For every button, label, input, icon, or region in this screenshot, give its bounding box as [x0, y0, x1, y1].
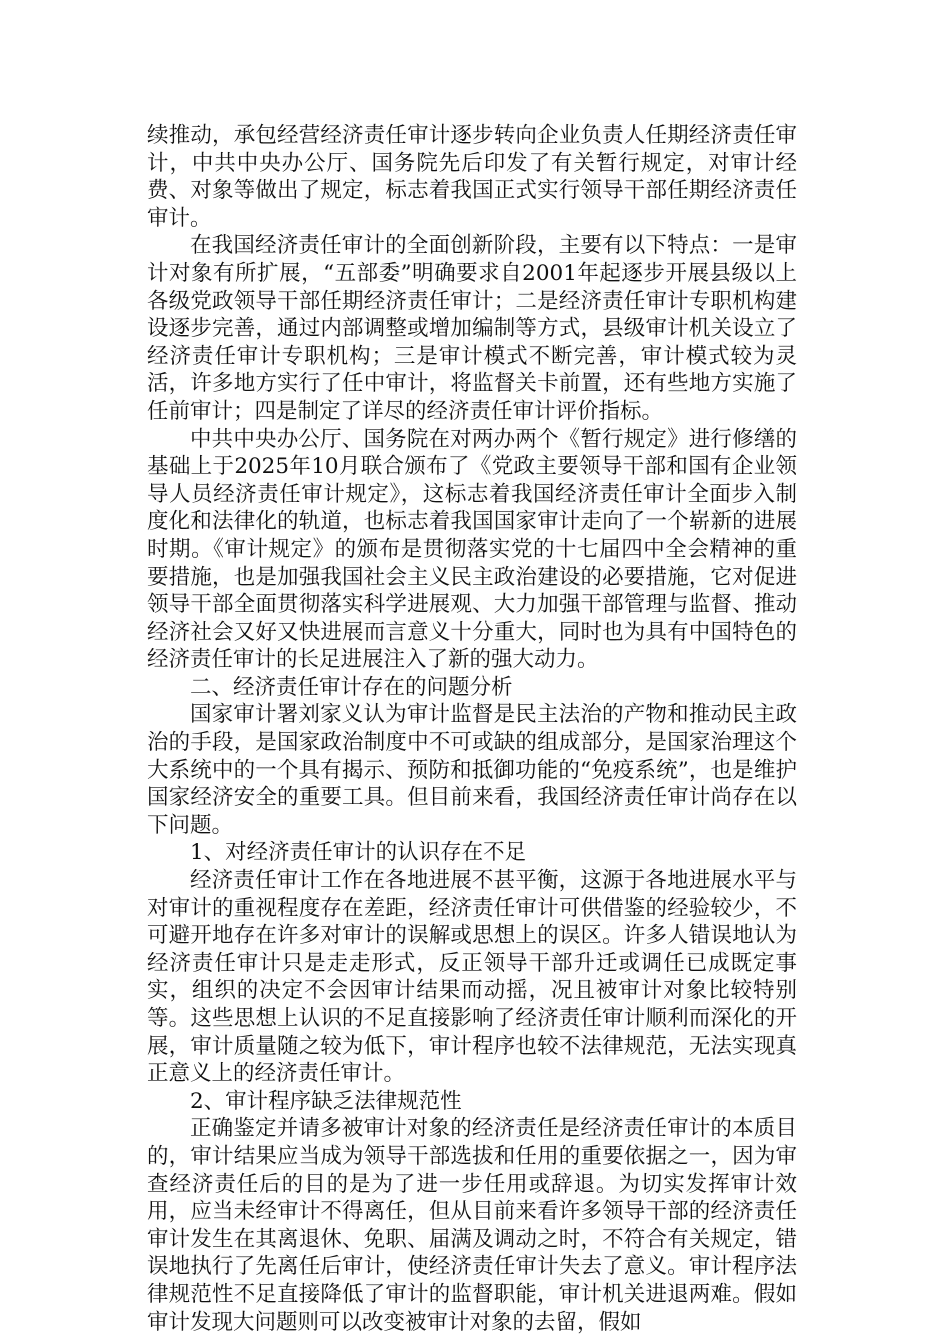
section-heading-problems: 二、经济责任审计存在的问题分析	[190, 674, 513, 700]
document-body	[147, 122, 797, 1336]
subheading-2: 2、审计程序缺乏法律规范性	[190, 1088, 462, 1114]
paragraph-6: 正确鉴定并请多被审计对象的经济责任是经济责任审计的本质目的，审计结果应当成为领导干部选拔和任用的重要依据之一，因为审查经济责任后的目的是为了进一步任用或辞退。为切实发挥审计效用，应当未经审计不得离任，但从目前来看许多领导干部的经济责任审计发生在其离退休、免职、届满及调动之时，不符合有关规定，错误地执行了先离任后审计，使经济责任审计失去了意义。审计程序法律规范性不足直接降低了审计的监督职能，审计机关进退两难。假如审计发现大问题则可以改变被审计对象的去留，假如	[147, 1116, 797, 1335]
paragraph-1: 续推动，承包经营经济责任审计逐步转向企业负责人任期经济责任审计，中共中央办公厅、国务院先后印发了有关暂行规定，对审计经费、对象等做出了规定，标志着我国正式实行领导干部任期经济责任审计。	[147, 123, 797, 231]
paragraph-4: 国家审计署刘家义认为审计监督是民主法治的产物和推动民主政治的手段，是国家政治制度中不可或缺的组成部分，是国家治理这个大系统中的一个具有揭示、预防和抵御功能的“免疫系统”，也是维护国家经济安全的重要工具。但目前来看，我国经济责任审计尚存在以下问题。	[147, 702, 797, 838]
paragraph-3: 中共中央办公厅、国务院在对两办两个《暂行规定》进行修缮的基础上于2025年10月联合颁布了《党政主要领导干部和国有企业领导人员经济责任审计规定》，这标志着我国经济责任审计全面步入制度化和法律化的轨道，也标志着我国国家审计走向了一个崭新的进展时期。《审计规定》的颁布是贯彻落实党的十七届四中全会精神的重要措施，也是加强我国社会主义民主政治建设的必要措施，它对促进领导干部全面贯彻落实科学进展观、大力加强干部管理与监督、推动经济社会又好又快进展而言意义十分重大，同时也为具有中国特色的经济责任审计的长足进展注入了新的强大动力。	[147, 426, 797, 673]
subheading-1: 1、对经济责任审计的认识存在不足	[190, 840, 527, 866]
paragraph-5: 经济责任审计工作在各地进展不甚平衡，这源于各地进展水平与对审计的重视程度存在差距，经济责任审计可供借鉴的经验较少，不可避开地存在许多对审计的误解或思想上的误区。许多人错误地认为经济责任审计只是走走形式，反正领导干部升迁或调任已成既定事实，组织的决定不会因审计结果而动摇，况且被审计对象比较特别等。这些思想上认识的不足直接影响了经济责任审计顺利而深化的开展，审计质量随之较为低下，审计程序也较不法律规范，无法实现真正意义上的经济责任审计。	[147, 868, 797, 1087]
paragraph-2: 在我国经济责任审计的全面创新阶段，主要有以下特点：一是审计对象有所扩展，“五部委”明确要求自2001年起逐步开展县级以上各级党政领导干部任期经济责任审计；二是经济责任审计专职机构建设逐步完善，通过内部调整或增加编制等方式，县级审计机关设立了经济责任审计专职机构；三是审计模式不断完善，审计模式较为灵活，许多地方实行了任中审计，将监督关卡前置，还有些地方实施了任前审计；四是制定了详尽的经济责任审计评价指标。	[147, 233, 797, 424]
